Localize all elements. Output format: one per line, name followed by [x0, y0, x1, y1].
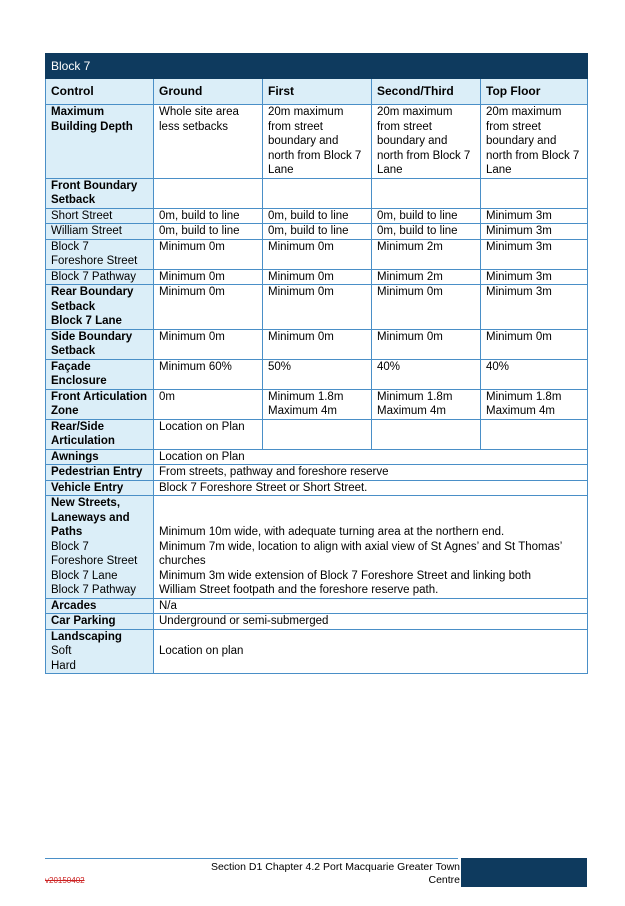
- row-label-front-setback: Front Boundary Setback: [46, 178, 154, 208]
- cell-value: Underground or semi-submerged: [154, 614, 588, 630]
- cell-value: Whole site area less setbacks: [154, 105, 263, 179]
- label-line: Foreshore Street: [51, 255, 138, 267]
- cell-value: Block 7 Foreshore Street or Short Street.: [154, 480, 588, 496]
- cell-value: Minimum 2m: [372, 269, 481, 285]
- cell-value: Minimum 0m: [154, 285, 263, 330]
- table-row: [46, 465, 588, 481]
- cell-value: Minimum 0m: [263, 239, 372, 269]
- row-label-car-parking: Car Parking: [46, 614, 154, 630]
- cell-value: [372, 389, 481, 419]
- cell-value: 0m, build to line: [154, 224, 263, 240]
- label-line: Block 7 Lane: [51, 315, 122, 327]
- label-line: Hard: [51, 659, 76, 672]
- cell-value: 40%: [372, 359, 481, 389]
- table-row: [46, 224, 588, 240]
- cell-value: Location on Plan: [154, 449, 588, 465]
- table-row: [46, 285, 588, 330]
- cell-value: Minimum 0m: [154, 269, 263, 285]
- cell-value: Minimum 60%: [154, 359, 263, 389]
- cell-value: Minimum 3m: [481, 285, 588, 330]
- footer-brand-block: [461, 858, 587, 887]
- table-row: [46, 269, 588, 285]
- cell-value: Minimum 0m: [154, 239, 263, 269]
- controls-table: [45, 53, 588, 674]
- header-top-floor: Top Floor: [481, 79, 588, 105]
- table-header-row: [46, 79, 588, 105]
- header-control: Control: [46, 79, 154, 105]
- cell-value: 0m, build to line: [372, 208, 481, 224]
- cell-value: 0m, build to line: [154, 208, 263, 224]
- value-line: Minimum 1.8m: [268, 390, 344, 403]
- cell-value: Minimum 0m: [154, 329, 263, 359]
- cell-value: 50%: [263, 359, 372, 389]
- table-row: [46, 359, 588, 389]
- cell-value: Minimum 3m: [481, 208, 588, 224]
- row-label-new-streets: [46, 496, 154, 599]
- row-label-facade: Façade Enclosure: [46, 359, 154, 389]
- cell-value: Location on plan: [154, 629, 588, 674]
- cell-value: Minimum 0m: [372, 285, 481, 330]
- header-ground: Ground: [154, 79, 263, 105]
- row-label-block7-pathway: Block 7 Pathway: [46, 269, 154, 285]
- table-row: [46, 208, 588, 224]
- label-line: Rear Boundary: [51, 286, 134, 298]
- cell-value: Minimum 0m: [372, 329, 481, 359]
- cell-value: Minimum 0m: [263, 285, 372, 330]
- cell-value: Minimum 3m: [481, 269, 588, 285]
- table-row: [46, 389, 588, 419]
- label-line: Block 7: [51, 240, 89, 253]
- cell-value: Minimum 3m: [481, 224, 588, 240]
- value-line: Maximum 4m: [377, 405, 447, 417]
- table-row: [46, 239, 588, 269]
- cell-value: Minimum 0m: [481, 329, 588, 359]
- row-label-side-setback: Side Boundary Setback: [46, 329, 154, 359]
- cell-value: 40%: [481, 359, 588, 389]
- cell-value: Minimum 3m: [481, 239, 588, 269]
- cell-value: 20m maximum from street boundary and north from Block 7 Lane: [263, 105, 372, 179]
- cell-value: Minimum 0m: [263, 329, 372, 359]
- label-line: Foreshore Street: [51, 555, 138, 567]
- row-label-arcades: Arcades: [46, 598, 154, 614]
- table-title: Block 7: [46, 54, 588, 79]
- row-label-rear-articulation: Rear/Side Articulation: [46, 419, 154, 449]
- cell-value: 0m, build to line: [263, 224, 372, 240]
- table-row: [46, 105, 588, 179]
- row-label-pedestrian-entry: Pedestrian Entry: [46, 465, 154, 481]
- footer-divider: [45, 858, 458, 859]
- row-label-rear-setback: [46, 285, 154, 330]
- row-label-vehicle-entry: Vehicle Entry: [46, 480, 154, 496]
- value-line: Minimum 1.8m: [486, 390, 562, 403]
- row-label-landscaping: [46, 629, 154, 674]
- value-line: William Street footpath and the foreshore reserve path.: [159, 584, 439, 596]
- value-line: Minimum 1.8m: [377, 390, 453, 403]
- cell-value: Location on Plan: [154, 419, 263, 449]
- table-row: [46, 629, 588, 674]
- value-line: Maximum 4m: [486, 405, 556, 417]
- value-line: churches: [159, 555, 206, 567]
- label-line: Landscaping: [51, 630, 122, 643]
- header-first: First: [263, 79, 372, 105]
- cell-value: 0m: [154, 389, 263, 419]
- cell-value: Minimum 0m: [263, 269, 372, 285]
- table-row: [46, 449, 588, 465]
- table-row: [46, 598, 588, 614]
- row-label-awnings: Awnings: [46, 449, 154, 465]
- footer-line: Section D1 Chapter 4.2 Port Macquarie Greater Town: [210, 861, 460, 873]
- cell-value: [154, 496, 588, 599]
- row-label-short-street: Short Street: [46, 208, 154, 224]
- table-row: [46, 614, 588, 630]
- value-line: Minimum 3m wide extension of Block 7 Foreshore Street and linking both: [159, 569, 532, 582]
- cell-value: Minimum 2m: [372, 239, 481, 269]
- cell-value: 0m, build to line: [263, 208, 372, 224]
- cell-value: [263, 389, 372, 419]
- value-line: Minimum 7m wide, location to align with axial view of St Agnes’ and St Thomas’: [159, 540, 563, 553]
- version-label: v20150402: [45, 876, 85, 885]
- cell-value: From streets, pathway and foreshore reserve: [154, 465, 588, 481]
- label-line: Block 7 Pathway: [51, 584, 137, 596]
- label-line: Soft: [51, 645, 72, 657]
- row-label-william-street: William Street: [46, 224, 154, 240]
- cell-value: [481, 389, 588, 419]
- table-row: [46, 178, 588, 208]
- table-row: [46, 329, 588, 359]
- table-row: [46, 496, 588, 599]
- footer-line: Centre: [428, 874, 460, 886]
- footer-section-title: [150, 861, 460, 887]
- value-line: Minimum 10m wide, with adequate turning area at the northern end.: [159, 526, 505, 538]
- cell-value: N/a: [154, 598, 588, 614]
- cell-value: 0m, build to line: [372, 224, 481, 240]
- row-label-front-articulation: Front Articulation Zone: [46, 389, 154, 419]
- cell-value: 20m maximum from street boundary and north from Block 7 Lane: [372, 105, 481, 179]
- row-label-max-depth: Maximum Building Depth: [46, 105, 154, 179]
- row-label-foreshore-street: [46, 239, 154, 269]
- label-line: Block 7: [51, 540, 89, 553]
- label-line: New Streets, Laneways and Paths: [51, 497, 130, 538]
- label-line: Block 7 Lane: [51, 569, 118, 582]
- table-row: [46, 419, 588, 449]
- cell-value: 20m maximum from street boundary and north from Block 7 Lane: [481, 105, 588, 179]
- table-row: [46, 480, 588, 496]
- header-second-third: Second/Third: [372, 79, 481, 105]
- label-line: Setback: [51, 300, 96, 313]
- value-line: Maximum 4m: [268, 405, 338, 417]
